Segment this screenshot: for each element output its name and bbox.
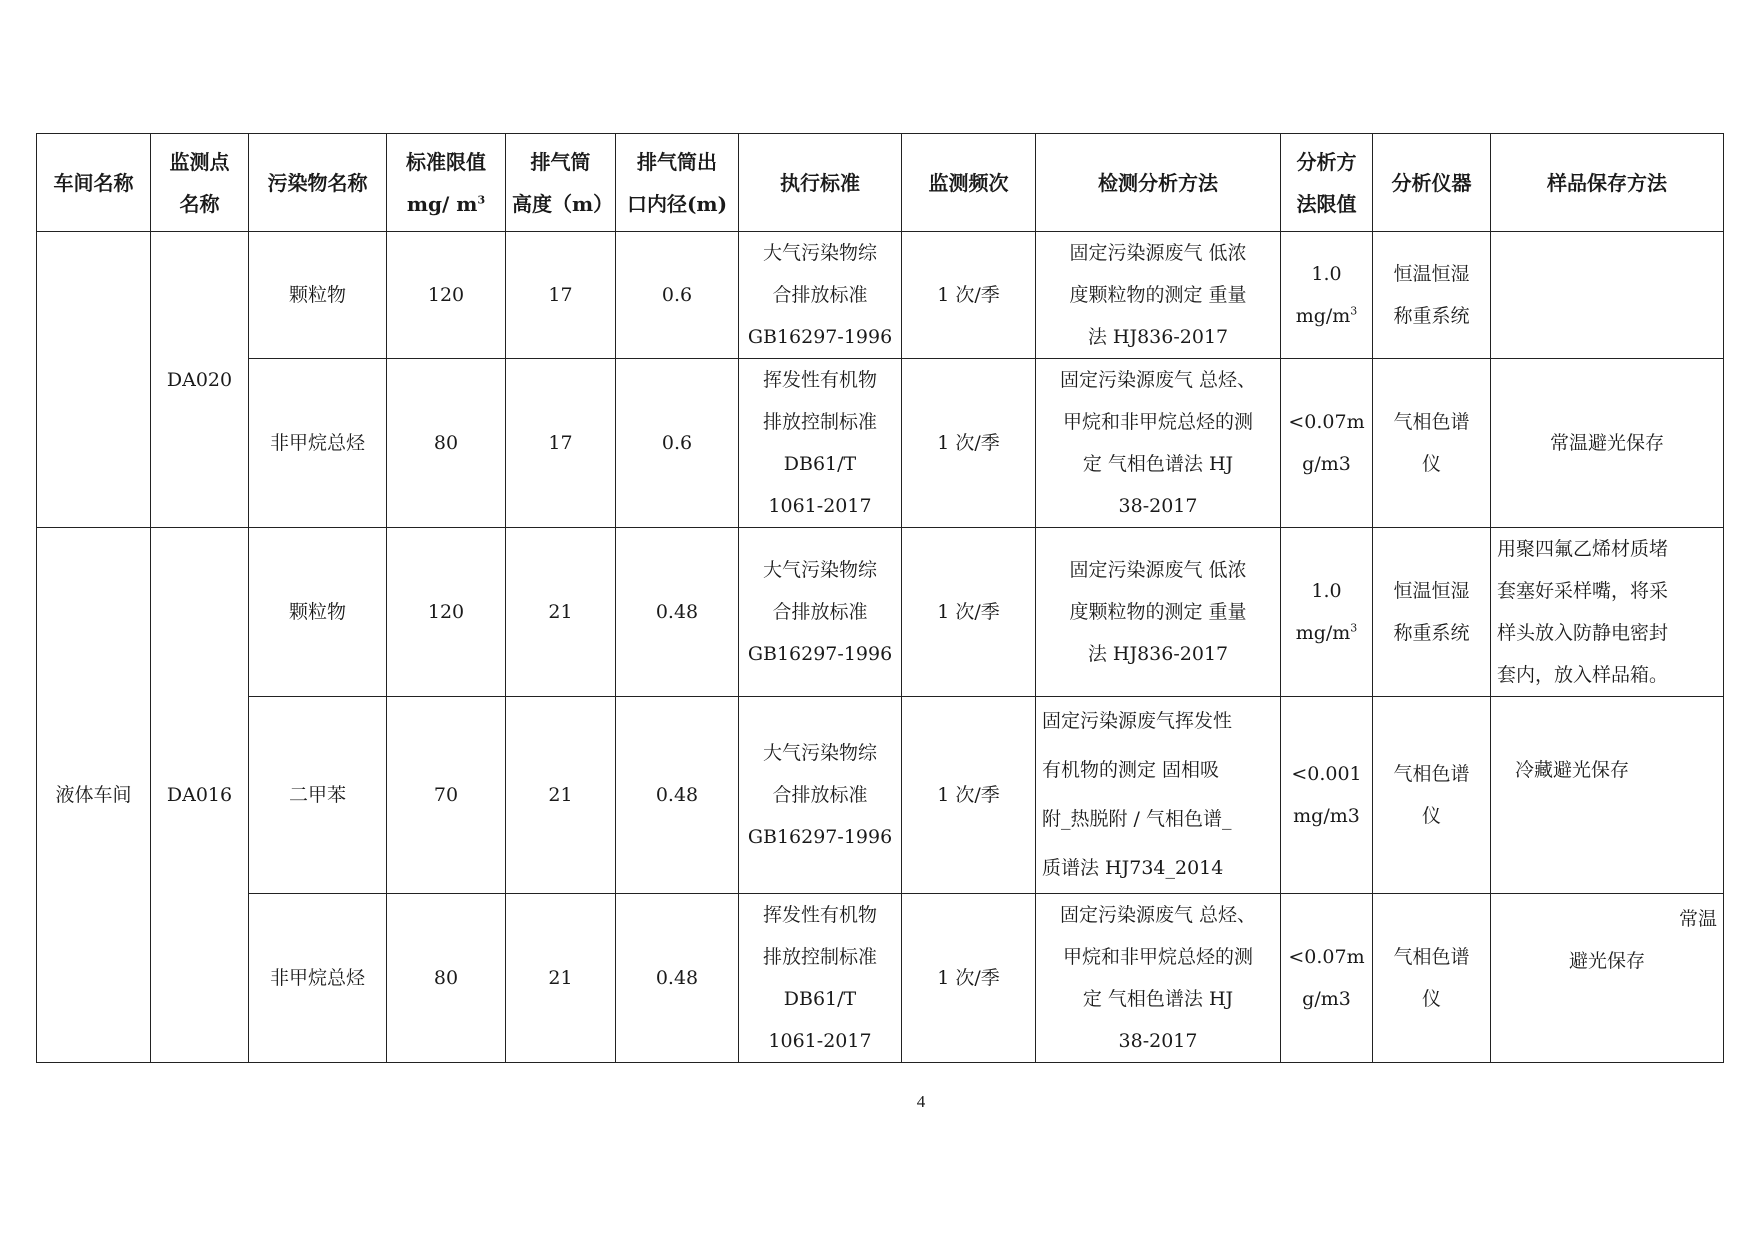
cell-limit: 120 [387,528,506,697]
cell-frequency: 1 次/季 [902,232,1036,359]
cell-diameter: 0.48 [616,528,739,697]
cell-diameter: 0.6 [616,359,739,528]
cell-limit: 120 [387,232,506,359]
cell-pollutant: 二甲苯 [249,697,387,894]
cell-detection-limit: <0.001 mg/m3 [1281,697,1373,894]
header-limit: 标准限值 mg/ $m^3$ [387,134,506,232]
cell-limit: 80 [387,359,506,528]
cell-height: 21 [506,697,616,894]
cell-method: 固定污染源废气 总烃、 甲烷和非甲烷总烃的测 定 气相色谱法 HJ 38-2017 [1036,359,1281,528]
header-pollutant: 污染物名称 [249,134,387,232]
cell-storage: 冷藏避光保存 [1491,697,1724,894]
table-row [37,894,1724,1063]
cell-instrument: 气相色谱 仪 [1373,359,1491,528]
header-standard: 执行标准 [739,134,902,232]
cell-instrument: 气相色谱 仪 [1373,697,1491,894]
cell-diameter: 0.48 [616,894,739,1063]
cell-height: 17 [506,232,616,359]
header-frequency: 监测频次 [902,134,1036,232]
cell-instrument: 气相色谱 仪 [1373,894,1491,1063]
cell-method: 固定污染源废气 低浓 度颗粒物的测定 重量 法 HJ836-2017 [1036,528,1281,697]
cell-point: DA020 [151,232,249,528]
cell-standard: 挥发性有机物 排放控制标准 DB61/T 1061-2017 [739,894,902,1063]
table-header-row [37,134,1724,232]
cell-height: 21 [506,894,616,1063]
header-stack-height: 排气筒 高度（m） [506,134,616,232]
cell-method: 固定污染源废气 总烃、 甲烷和非甲烷总烃的测 定 气相色谱法 HJ 38-2017 [1036,894,1281,1063]
cell-method: 固定污染源废气挥发性 有机物的测定 固相吸 附_热脱附 / 气相色谱_ 质谱法 HJ734_2014 [1036,697,1281,894]
cell-detection-limit: <0.07m g/m3 [1281,894,1373,1063]
cell-frequency: 1 次/季 [902,697,1036,894]
cell-height: 21 [506,528,616,697]
cell-method: 固定污染源废气 低浓 度颗粒物的测定 重量 法 HJ836-2017 [1036,232,1281,359]
cell-standard: 大气污染物综 合排放标准 GB16297-1996 [739,697,902,894]
cell-storage: 常温避光保存 [1491,359,1724,528]
header-storage: 样品保存方法 [1491,134,1724,232]
cell-frequency: 1 次/季 [902,894,1036,1063]
page-number: 4 [916,1092,926,1111]
cell-workshop: 液体车间 [37,528,151,1063]
cell-diameter: 0.48 [616,697,739,894]
header-detection-limit: 分析方 法限值 [1281,134,1373,232]
table-row [37,232,1724,359]
cell-frequency: 1 次/季 [902,359,1036,528]
header-point: 监测点 名称 [151,134,249,232]
cell-point: DA016 [151,528,249,1063]
header-stack-diameter: 排气筒出 口内径(m) [616,134,739,232]
cell-diameter: 0.6 [616,232,739,359]
cell-storage: 用聚四氟乙烯材质堵 套塞好采样嘴，将采 样头放入防静电密封 套内，放入样品箱。 [1491,528,1724,697]
storage-line-1: 常温 [1678,908,1717,930]
table-row [37,359,1724,528]
cell-height: 17 [506,359,616,528]
cell-pollutant: 颗粒物 [249,232,387,359]
cell-standard: 大气污染物综 合排放标准 GB16297-1996 [739,232,902,359]
storage-line-2: 避光保存 [1568,950,1645,972]
header-instrument: 分析仪器 [1373,134,1491,232]
cell-standard: 大气污染物综 合排放标准 GB16297-1996 [739,528,902,697]
cell-frequency: 1 次/季 [902,528,1036,697]
header-workshop: 车间名称 [37,134,151,232]
cell-detection-limit: <0.07m g/m3 [1281,359,1373,528]
cell-instrument: 恒温恒湿 称重系统 [1373,528,1491,697]
monitoring-table [36,133,1724,1063]
cell-pollutant: 颗粒物 [249,528,387,697]
cell-workshop [37,232,151,528]
cell-limit: 70 [387,697,506,894]
header-method: 检测分析方法 [1036,134,1281,232]
cell-detection-limit: 1.0 $mg/m^3$ [1281,528,1373,697]
table-row [37,697,1724,894]
cell-pollutant: 非甲烷总烃 [249,894,387,1063]
cell-pollutant: 非甲烷总烃 [249,359,387,528]
cell-standard: 挥发性有机物 排放控制标准 DB61/T 1061-2017 [739,359,902,528]
table-row [37,528,1724,697]
cell-storage [1491,894,1724,1063]
cell-detection-limit: 1.0 $mg/m^3$ [1281,232,1373,359]
cell-limit: 80 [387,894,506,1063]
cell-storage [1491,232,1724,359]
cell-instrument: 恒温恒湿 称重系统 [1373,232,1491,359]
